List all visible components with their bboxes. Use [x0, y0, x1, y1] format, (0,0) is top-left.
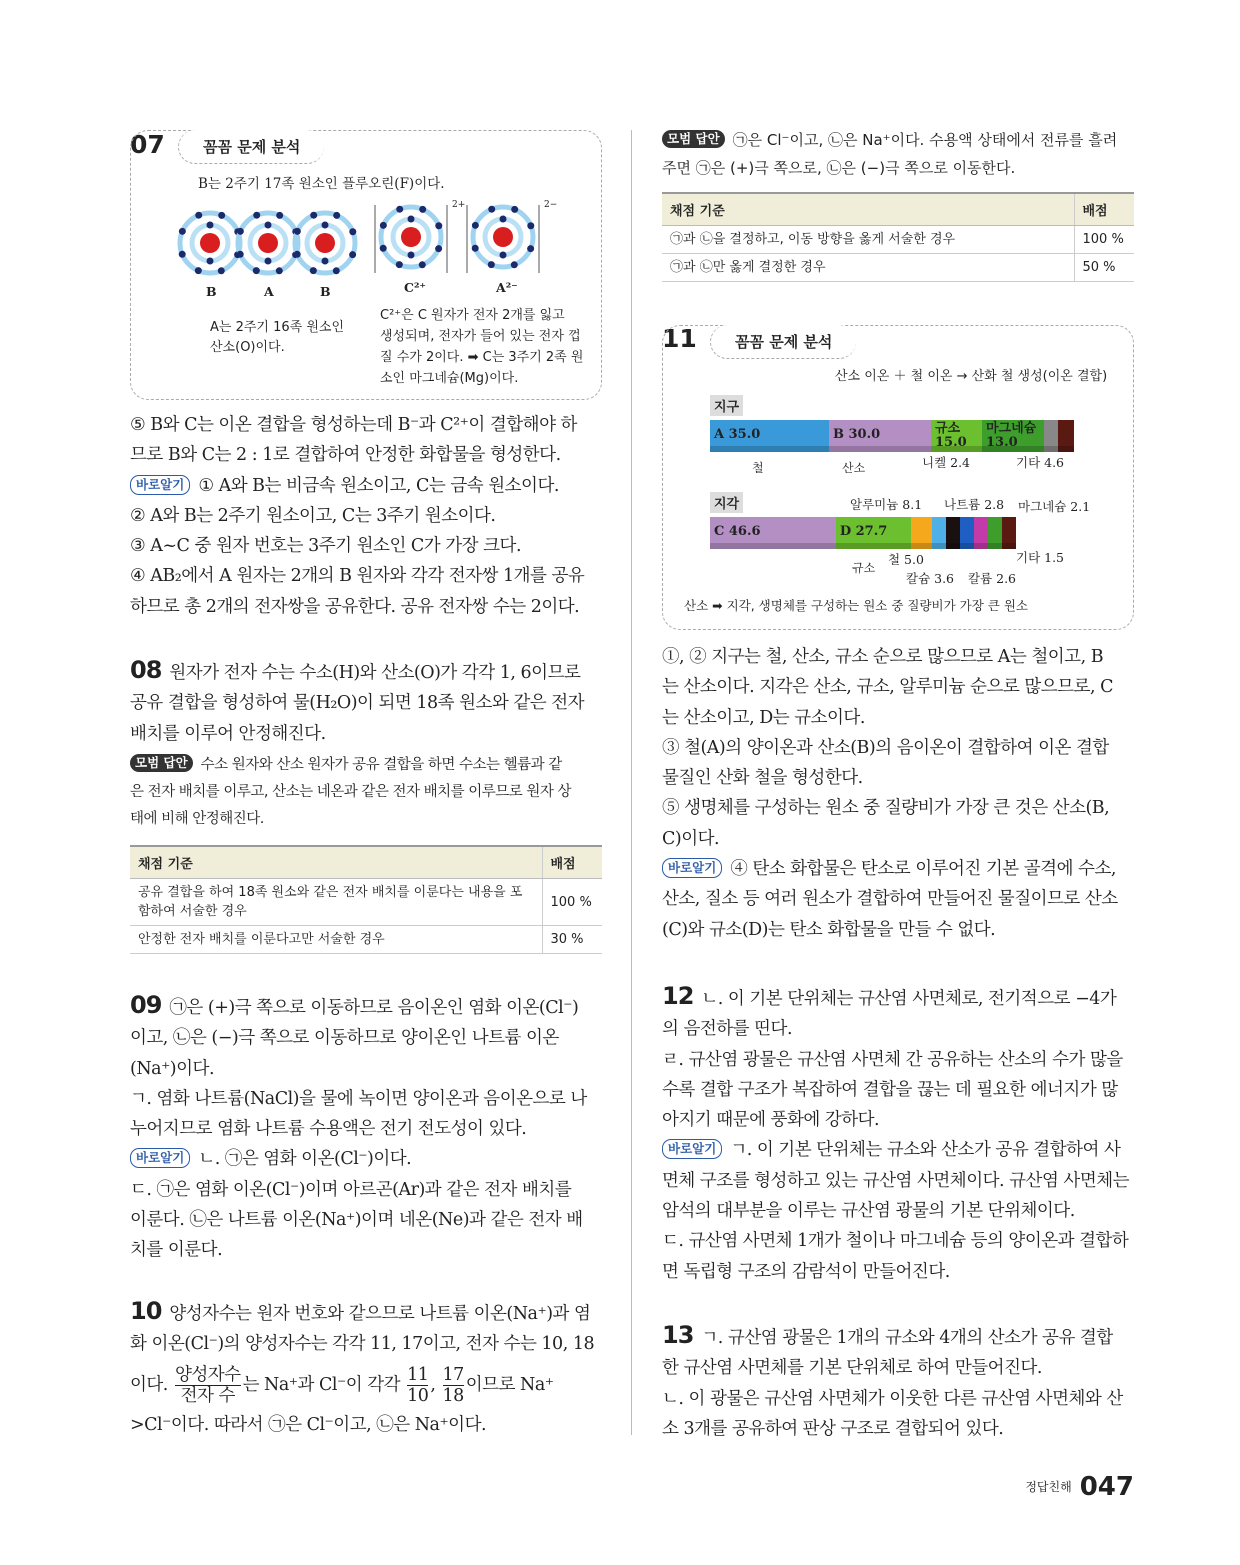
electron: [511, 261, 518, 268]
box-title: 꼼꼼 문제 분석: [710, 325, 856, 359]
electron: [253, 267, 260, 274]
fraction-cl: $\frac{17}{18}$: [442, 1364, 464, 1406]
electron: [380, 222, 387, 229]
bar-segment: [946, 517, 960, 549]
table-row: ㉠과 ㉡을 결정하고, 이동 방향을 옳게 서술한 경우 100 %: [662, 226, 1134, 254]
electron: [207, 258, 214, 265]
q10-model-answer: 모범 답안 ㉠은 Cl⁻이고, ㉡은 Na⁺이다. 수용액 상태에서 전류를 흘려 주면 ㉠은 (+)극 쪽으로, ㉡은 (−)극 쪽으로 이동한다.: [662, 131, 1118, 177]
table-row: ㉠과 ㉡만 옳게 결정한 경우 50 %: [662, 254, 1134, 282]
q13-explanation: 13 ㄱ. 규산염 광물은 1개의 규소와 4개의 산소가 공유 결합 한 규산염 사면체를 기본 단위체로 하여 만들어진다. ㄴ. 이 광물은 규산염 사면체가 이웃한 다른 규산염 사면체와 산 소 3개를 공유하여 판상 구조로 결합되어 있다.: [662, 1321, 1123, 1439]
bar-segment: D 27.7: [836, 517, 911, 549]
bar-segment: [988, 517, 1002, 549]
bar-segment: [1058, 420, 1074, 452]
earth-nickel-label: 니켈 2.4: [922, 455, 971, 470]
electron: [488, 206, 495, 213]
column-divider: [631, 130, 632, 1435]
question-number: 12: [662, 982, 694, 1010]
electron: [500, 252, 507, 259]
charge-c: 2+: [452, 200, 466, 210]
electron: [265, 258, 272, 265]
label-a2minus: A²⁻: [496, 280, 518, 295]
electron: [179, 228, 186, 235]
bar-segment: [1002, 517, 1016, 549]
earth-b-name: 산소: [842, 461, 866, 475]
electron: [419, 261, 426, 268]
q08-explanation: 08 원자가 전자 수는 수소(H)와 산소(O)가 각각 1, 6이므로 공유 결합을 형성하여 물(H₂O)이 되면 18족 원소와 같은 전자 배치를 이루어 안정해진다. 모범 답안 수소 원자와 산소 원자가 공유 결합을 하면 수소는 헬륨과 같 은 전자 배치를 이루고, 산소는 네온과 같은 전자 배치를 이루므로 원자 상 태에 비해 안정해진다.: [130, 656, 585, 827]
crust-k-label: 칼륨 2.6: [968, 571, 1017, 586]
bar-segment: [932, 517, 946, 549]
nucleus: [258, 233, 278, 253]
q10-explanation: 10 양성자수는 원자 번호와 같으므로 나트륨 이온(Na⁺)과 염 화 이온(Cl⁻)의 양성자수는 각각 11, 17이고, 전자 수는 10, 18 이다. $\frac{\text{양성자수}}{\text{전자 수}}$ 는 Na⁺과 Cl⁻이 각각 $\frac{11}{10}$ , $\frac{17}{18}$ 이므로 Na⁺ >Cl⁻이다. 따라서 ㉠은 Cl⁻이고, ㉡은 Na⁺이다.: [130, 1297, 595, 1435]
crust-ca-label: 칼슘 3.6: [906, 571, 955, 586]
electron: [527, 222, 534, 229]
electron: [349, 228, 356, 235]
electron: [237, 228, 244, 235]
nucleus: [315, 233, 335, 253]
bar-segment: [974, 517, 988, 549]
wrong-badge: 바로알기: [662, 858, 722, 878]
bar-segment: [960, 517, 974, 549]
wrong-badge: 바로알기: [130, 1148, 190, 1168]
electron-diagram: [170, 197, 560, 287]
electron: [472, 222, 479, 229]
electron: [333, 212, 340, 219]
crust-d-name: 규소: [852, 561, 876, 575]
electron: [349, 251, 356, 258]
electron: [408, 216, 415, 223]
electron: [527, 245, 534, 252]
label-a: A: [264, 284, 274, 299]
electron: [322, 258, 329, 265]
electron: [253, 212, 260, 219]
electron: [435, 222, 442, 229]
crust-na-label: 나트륨 2.8: [944, 497, 1005, 512]
note-c: C²⁺은 C 원자가 전자 2개를 잃고 생성되며, 전자가 들어 있는 전자 껍 질 수가 2이다. ➡ C는 3주기 2족 원 소인 마그네슘(Mg)이다.: [380, 308, 584, 386]
electron: [310, 267, 317, 274]
bar-segment: B 30.0: [829, 420, 931, 452]
crust-other-label: 기타 1.5: [1016, 550, 1065, 565]
wrong-badge: 바로알기: [130, 475, 190, 495]
q10-scoring-table: 채점 기준 배점 ㉠과 ㉡을 결정하고, 이동 방향을 옳게 서술한 경우 100 % ㉠과 ㉡만 옳게 결정한 경우 50 %: [662, 192, 1134, 282]
label-b1: B: [206, 284, 217, 299]
crust-tag: 지각: [710, 492, 743, 513]
electron: [472, 245, 479, 252]
electron: [276, 212, 283, 219]
question-number: 11: [662, 324, 697, 353]
page-number: 047: [1079, 1472, 1134, 1502]
bar-segment: [1044, 420, 1058, 452]
electron: [276, 267, 283, 274]
bar-segment: C 46.6: [710, 517, 836, 549]
question-number: 07: [130, 130, 165, 159]
electron: [265, 222, 272, 229]
electron: [396, 206, 403, 213]
box-title: 꼼꼼 문제 분석: [178, 130, 324, 164]
label-b2: B: [320, 284, 331, 299]
question-number: 13: [662, 1321, 694, 1349]
electron: [396, 261, 403, 268]
reaction-note: 산소 이온 ＋ 철 이온 → 산화 철 생성(이온 결합): [835, 369, 1108, 384]
electron: [380, 245, 387, 252]
electron: [294, 228, 301, 235]
question-number: 08: [130, 656, 162, 684]
question-number: 10: [130, 1297, 162, 1325]
q09-explanation: 09 ㉠은 (+)극 쪽으로 이동하므로 음이온인 염화 이온(Cl⁻) 이고, ㉡은 (−)극 쪽으로 이동하므로 양이온인 나트륨 이온 (Na⁺)이다. ㄱ. 염화 나트륨(NaCl)을 물에 녹이면 양이온과 음이온으로 나 누어지므로 염화 나트륨 수용액은 전기 전도성이 있다. 바로알기 ㄴ. ㉠은 염화 이온(Cl⁻)이다. ㄷ. ㉠은 염화 이온(Cl⁻)이며 아르곤(Ar)과 같은 전자 배치를 이룬다. ㉡은 나트륨 이온(Na⁺)이며 네온(Ne)과 같은 전자 배 치를 이룬다.: [130, 991, 587, 1261]
crust-mg-label: 마그네슘 2.1: [1018, 499, 1091, 514]
electron: [488, 261, 495, 268]
bar-segment: 규소 15.0: [931, 420, 982, 452]
crust-al-label: 알루미늄 8.1: [850, 497, 923, 512]
q12-explanation: 12 ㄴ. 이 기본 단위체는 규산염 사면체로, 전기적으로 −4가 의 음전하를 띤다. ㄹ. 규산염 광물은 규산염 사면체 간 공유하는 산소의 수가 많을 수록 결합 구조가 복잡하여 결합을 끊는 데 필요한 에너지가 많 아지기 때문에 풍화에 강하다. 바로알기 ㄱ. 이 기본 단위체는 규소와 산소가 공유 결합하여 사 면체 구조를 형성하고 있는 규산염 사면체이다. 규산염 사면체는 암석의 대부분을 이루는 규산염 광물의 기본 단위체이다. ㄷ. 규산염 사면체 1개가 철이나 마그네슘 등의 양이온과 결합하 면 독립형 구조의 감람석이 만들어진다.: [662, 982, 1130, 1282]
oxygen-note: 산소 ➡ 지각, 생명체를 구성하는 원소 중 질량비가 가장 큰 원소: [684, 598, 1028, 613]
footer-label: 정답친해: [1025, 1480, 1072, 1494]
bar-segment: [911, 517, 933, 549]
electron: [195, 212, 202, 219]
charge-a: 2−: [544, 200, 558, 210]
bar-segment: A 35.0: [710, 420, 829, 452]
electron: [195, 267, 202, 274]
electron: [408, 252, 415, 259]
fraction-na: $\frac{11}{10}$: [407, 1364, 429, 1406]
electron: [237, 251, 244, 258]
crust-fe-label: 철 5.0: [888, 552, 924, 567]
electron: [511, 206, 518, 213]
earth-a-name: 철: [752, 461, 764, 475]
wrong-badge: 바로알기: [662, 1139, 722, 1159]
electron: [435, 245, 442, 252]
note-b: B는 2주기 17족 원소인 플루오린(F)이다.: [198, 176, 445, 192]
note-a: A는 2주기 16족 원소인 산소(O)이다.: [210, 320, 345, 355]
fraction: $\frac{\text{양성자수}}{\text{전자 수}}$: [174, 1364, 241, 1406]
model-answer-badge: 모범 답안: [662, 130, 725, 148]
bar-segment: 마그네슘 13.0: [982, 420, 1044, 452]
electron: [419, 206, 426, 213]
q07-explanation: ⑤ B와 C는 이온 결합을 형성하는데 B⁻과 C²⁺이 결합해야 하 므로 B와 C는 2 : 1로 결합하여 안정한 화합물을 형성한다. 바로알기 ① A와 B는 비금속 원소이고, C는 금속 원소이다. ② A와 B는 2주기 원소이고, C는 3주기 원소이다. ③ A~C 중 원자 번호는 3주기 원소인 C가 가장 크다. ④ AB₂에서 A 원자는 2개의 B 원자와 각각 전자쌍 1개를 공유 하므로 총 2개의 전자쌍을 공유한다. 공유 전자쌍 수는 2이다.: [130, 415, 585, 617]
table-row: 공유 결합을 하여 18족 원소와 같은 전자 배치를 이룬다는 내용을 포함하여 서술한 경우 100 %: [130, 879, 602, 926]
electron: [294, 251, 301, 258]
nucleus: [200, 233, 220, 253]
electron: [218, 267, 225, 274]
electron: [218, 212, 225, 219]
question-number: 09: [130, 991, 162, 1019]
table-row: 안정한 전자 배치를 이룬다고만 서술한 경우 30 %: [130, 926, 602, 954]
electron: [333, 267, 340, 274]
earth-other-label: 기타 4.6: [1016, 455, 1065, 470]
nucleus: [493, 227, 513, 247]
page-footer: [1025, 1472, 1134, 1502]
electron: [310, 212, 317, 219]
model-answer-badge: 모범 답안: [130, 754, 193, 772]
earth-tag: 지구: [710, 395, 743, 416]
nucleus: [401, 227, 421, 247]
q11-explanation: ①, ② 지구는 철, 산소, 규소 순으로 많으므로 A는 철이고, B 는 산소이다. 지각은 산소, 규소, 알루미늄 순으로 많으므로, C 는 산소이고, D는 규소이다. ③ 철(A)의 양이온과 산소(B)의 음이온이 결합하여 이온 결합 물질인 산화 철을 형성한다. ⑤ 생명체를 구성하는 원소 중 질량비가 가장 큰 것은 산소(B, C)이다. 바로알기 ④ 탄소 화합물은 탄소로 이루어진 기본 골격에 수소, 산소, 질소 등 여러 원소가 결합하여 만들어진 물질이므로 산소 (C)와 규소(D)는 탄소 화합물을 만들 수 없다.: [662, 647, 1118, 940]
electron: [500, 216, 507, 223]
electron: [179, 251, 186, 258]
q08-scoring-table: 채점 기준 배점 공유 결합을 하여 18족 원소와 같은 전자 배치를 이룬다는 내용을 포함하여 서술한 경우 100 % 안정한 전자 배치를 이룬다고만 서술한 경우 30 %: [130, 845, 602, 954]
label-c2plus: C²⁺: [404, 280, 427, 295]
electron: [207, 222, 214, 229]
electron: [322, 222, 329, 229]
